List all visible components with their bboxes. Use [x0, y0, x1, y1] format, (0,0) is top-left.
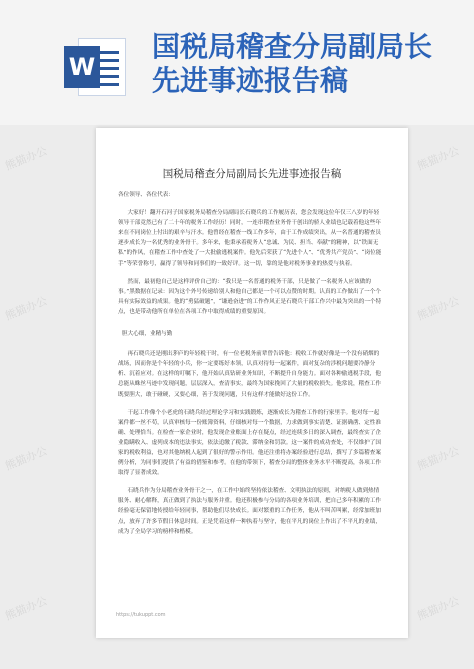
greeting-line: 各位领导、各位代表： — [118, 192, 174, 198]
word-logo-letter: W — [64, 46, 100, 88]
watermark: 熊猫办公 — [415, 144, 462, 173]
document-body — [118, 190, 384, 537]
header-banner — [0, 0, 474, 125]
document-title: 国税局稽查分局副局长先进事迹报告稿 — [162, 168, 342, 180]
body-paragraph: 大家好！翻开石河子国家税务局稽查分局副局长石晓兵的工作履历表，您会发现这位年仅三八岁的年轻领导干部竟然已有了二十年的税务工作经历！同时，一连串稽查业务骨干创出的骄人业绩也记载着他这些年来在不同岗位上付出的艰辛与汗水。他曾经在稽查一线工作多年，由于工作成绩突出，从一名普通的稽查员逐步成长为一名优秀的业务骨干。多年来，他秉承着税务人“忠诚、为民、担当、奉献”的精神，以“铁面无私”的作风，在稽查工作中查处了一大批偷逃税案件。他先后荣获了“先进个人”、“优秀共产党员”、“岗位能手”等荣誉称号，赢得了领导和同事们的一致好评。这一切，靠的是他对税务事业的热爱与执着。 — [118, 210, 382, 267]
watermark: 熊猫办公 — [3, 444, 50, 473]
source-url: https://tukuppt.com — [116, 612, 166, 618]
header-title: 国税局稽查分局副局长先进事迹报告稿 — [152, 30, 433, 97]
body-paragraph: 再石晓兵还是刚出茅庐的年轻税干时，有一位老税务前辈曾告诉他：税收工作就好像是一个没有硝烟的战场，因而你是个年轻的小兵，你一定要练好本领，认真对待每一起案件，面对复杂的涉税问题要冷静分析、沉着应对。在这样的叮嘱下，他开始认真钻研业务知识，不断提升自身能力。面对各种偷逃税手段，他总能从蛛丝马迹中发现问题，层层深入，查清事实，最终为国家挽回了大量的税收损失。他常说，稽查工作既要胆大，敢于碰硬，又要心细，善于发现问题，只有这样才能做好这份工作。 — [118, 351, 381, 398]
watermark: 熊猫办公 — [415, 444, 462, 473]
body-paragraph: 石晓兵作为分局稽查业务骨干之一，在工作中始终坚持依法稽查、文明执法的原则，对纳税人做到热情服务、耐心解释，真正做到了执法与服务并重。他还积极参与分局的各项业务培训，把自己多年积累的工作经验毫无保留地传授给年轻同事，帮助他们尽快成长。面对繁重的工作任务，他从不叫苦叫累，经常加班加点，放弃了许多节假日休息时间。正是凭着这样一种执着与坚守，他在平凡的岗位上作出了不平凡的业绩，成为了全局学习的榜样和楷模。 — [118, 488, 381, 535]
watermark: 熊猫办公 — [415, 294, 462, 323]
watermark: 熊猫办公 — [415, 594, 462, 623]
document-page — [96, 128, 408, 638]
watermark: 熊猫办公 — [3, 594, 50, 623]
body-paragraph: 干起工作像个小老虎的石晓兵经过理论学习和实践锻炼，逐渐成长为稽查工作的行家里手。他对每一起案件都一丝不苟，认真审核每一份账簿资料，仔细核对每一个数据，力求做到事实清楚、证据确凿、定性准确、处理恰当。在检查一家企业时，他发现企业账面上存在疑点，经过连续多日的深入调查，最终查实了企业隐瞒收入、虚列成本的违法事实，依法追缴了税款、滞纳金和罚款。这一案件的成功查处，不仅维护了国家的税收利益，也对其他纳税人起到了很好的警示作用。他还注重将办案经验进行总结，撰写了多篇稽查案例分析，为同事们提供了有益的借鉴和参考。在他的带领下，稽查分局的整体业务水平不断提高，各项工作取得了显著成效。 — [118, 409, 381, 477]
word-document-icon — [64, 38, 126, 96]
watermark: 熊猫办公 — [3, 294, 50, 323]
body-paragraph: 然而，最初他自己是这样评价自己的：“我只是一名普通的税务干部，只是做了一名税务人应该做的事。”黑数据在记录：因为这个外号传递给别人和他自己都是一个可以点赞的时期。认真的工作做出了一个个具有实际效益的成果。他的“勇猛破题”，“谦逊奋进”的工作作风正是石晓兵干部工作兴中最为突出的一个特点，也是带动他所在单位在各项工作中取得成绩的重要原因。 — [118, 278, 382, 315]
section-heading: 胆大心细，业精与勤 — [122, 331, 173, 338]
watermark: 熊猫办公 — [3, 144, 50, 173]
